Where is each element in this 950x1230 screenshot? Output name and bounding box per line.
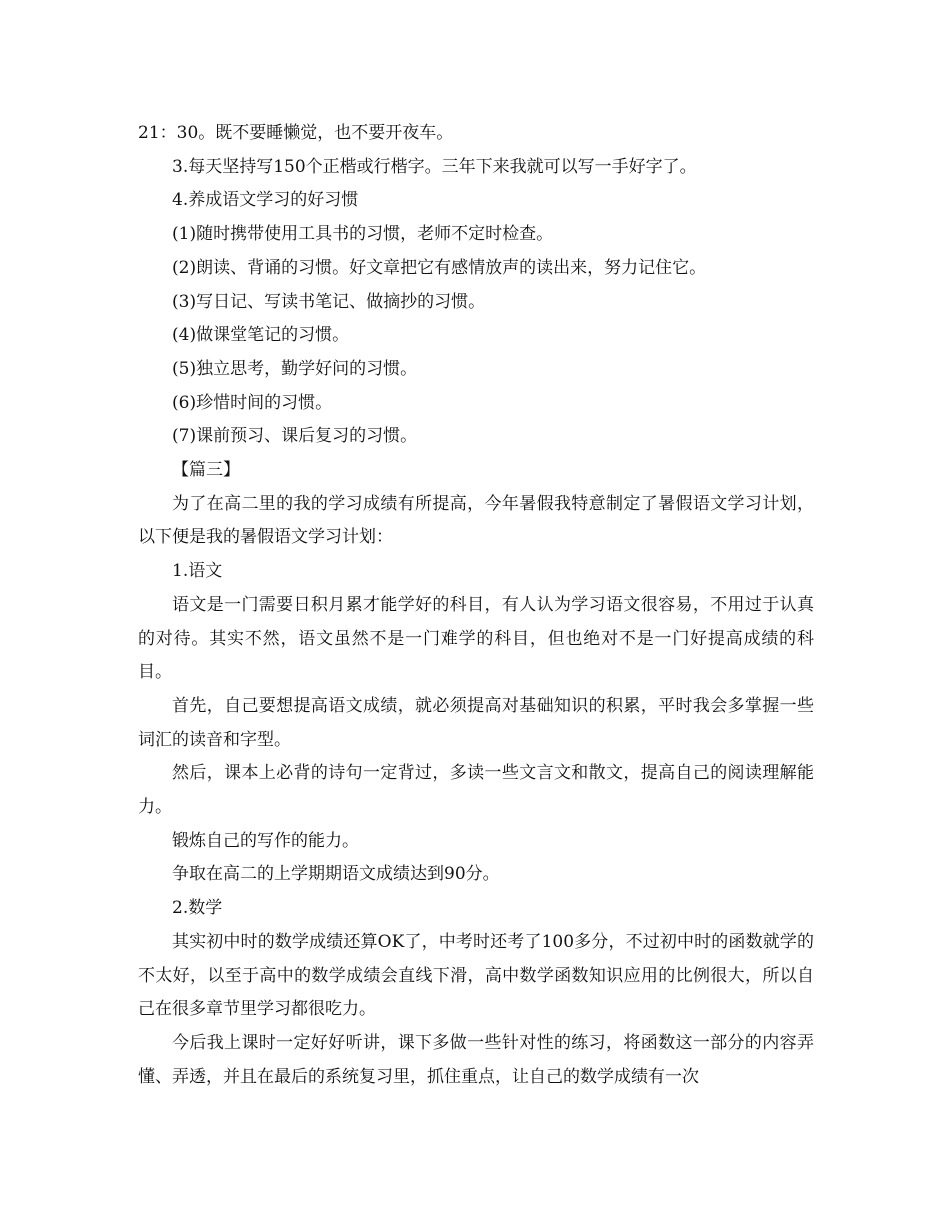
paragraph-habit-3: (3)写日记、写读书笔记、做摘抄的习惯。 xyxy=(172,291,486,312)
paragraph-habit-1: (1)随时携带使用工具书的习惯，老师不定时检查。 xyxy=(172,224,554,245)
paragraph-chinese-writing: 锻炼自己的写作的能力。 xyxy=(172,830,359,851)
paragraph-handwriting: 3.每天坚持写150个正楷或行楷字。三年下来我就可以写一手好字了。 xyxy=(172,156,697,177)
paragraph-math-background: 其实初中时的数学成绩还算OK了，中考时还考了100多分，不过初中时的函数就学的不太好，以至于高中的数学成绩会直线下滑，高中数学函数知识应用的比例很大，所以自己在很多章节里学习都很吃力。 xyxy=(138,931,814,1020)
paragraph-chinese-goal: 争取在高二的上学期期语文成绩达到90分。 xyxy=(172,864,500,885)
paragraph-chinese-first: 首先，自己要想提高语文成绩，就必须提高对基础知识的积累，平时我会多掌握一些词汇的读音和字型。 xyxy=(138,695,814,750)
paragraph-math-plan: 今后我上课时一定好好听讲，课下多做一些针对性的练习，将函数这一部分的内容弄懂、弄透，并且在最后的系统复习里，抓住重点，让自己的数学成绩有一次 xyxy=(138,1032,814,1087)
paragraph-math-heading: 2.数学 xyxy=(172,898,223,919)
paragraph-habit-2: (2)朗读、背诵的习惯。好文章把它有感情放声的读出来，努力记住它。 xyxy=(172,257,707,278)
document-body xyxy=(138,117,814,1094)
paragraph-habit-4: (4)做课堂笔记的习惯。 xyxy=(172,325,350,346)
paragraph-habit-6: (6)珍惜时间的习惯。 xyxy=(172,392,333,413)
paragraph-habits-heading: 4.养成语文学习的好习惯 xyxy=(172,190,359,211)
paragraph-intro: 为了在高二里的我的学习成绩有所提高，今年暑假我特意制定了暑假语文学习计划，以下便是我的暑假语文学习计划： xyxy=(138,493,814,548)
paragraph-chinese-heading: 1.语文 xyxy=(172,561,223,582)
paragraph-sleep-time: 21：30。既不要睡懒觉，也不要开夜车。 xyxy=(138,123,454,143)
section-heading-part-three: 【篇三】 xyxy=(172,460,240,481)
paragraph-habit-5: (5)独立思考，勤学好问的习惯。 xyxy=(172,358,418,379)
paragraph-chinese-then: 然后，课本上必背的诗句一定背过，多读一些文言文和散文，提高自己的阅读理解能力。 xyxy=(138,763,814,818)
paragraph-chinese-overview: 语文是一门需要日积月累才能学好的科目，有人认为学习语文很容易，不用过于认真的对待。其实不然，语文虽然不是一门难学的科目，但也绝对不是一门好提高成绩的科目。 xyxy=(138,594,814,683)
paragraph-habit-7: (7)课前预习、课后复习的习惯。 xyxy=(172,426,418,447)
